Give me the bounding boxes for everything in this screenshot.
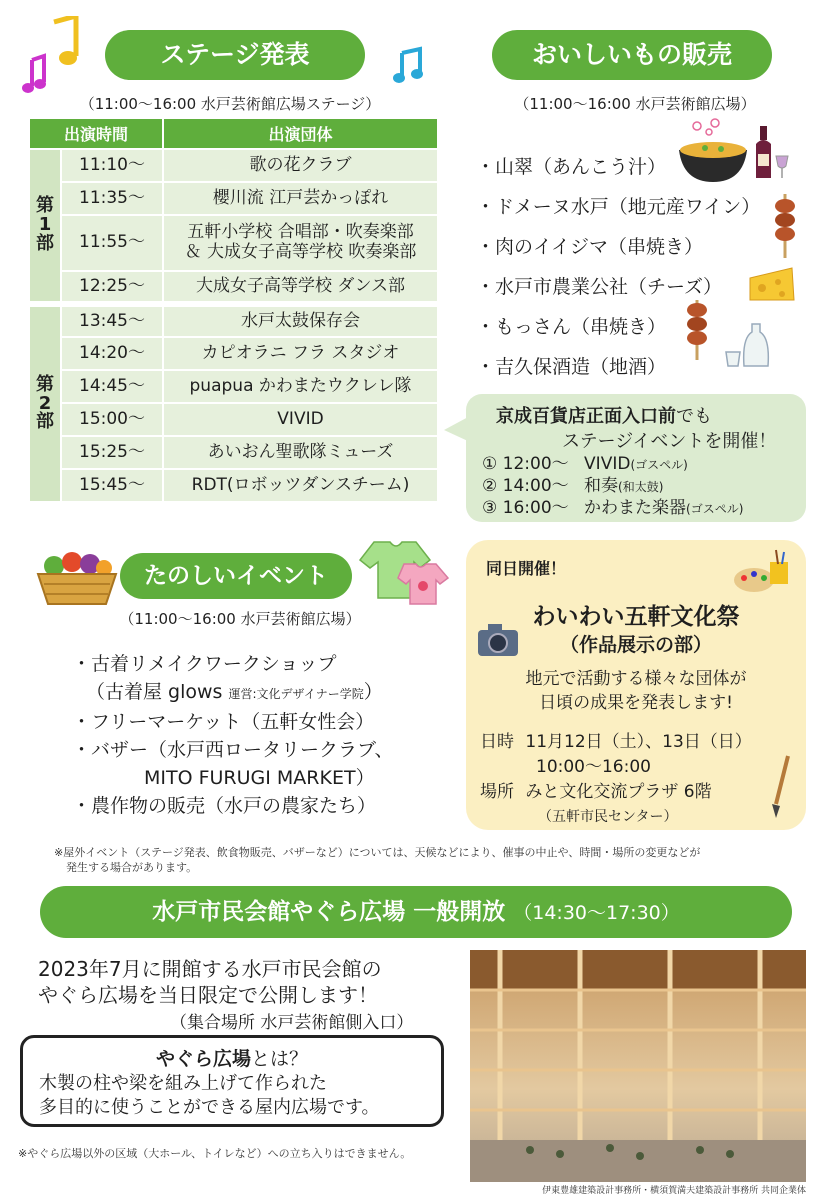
wine-icon [752, 122, 792, 182]
vegetable-basket-icon [34, 548, 120, 608]
list-item: ・吉久保酒造（地酒） [476, 356, 667, 378]
table-row [29, 271, 438, 304]
table-row [29, 149, 438, 182]
events-subtitle: （11:00～16:00 水戸芸術館広場） [119, 610, 361, 628]
yagura-definition-text: 木製の柱や梁を組み上げて作られた 多目的に使うことができる屋内広場です。 [39, 1073, 380, 1118]
time-cell: 14:20～ [61, 337, 163, 370]
yagura-banner [40, 886, 792, 938]
music-note-icon [14, 16, 94, 96]
table-row [29, 403, 438, 436]
yagura-banner-title: 水戸市民会館やぐら広場 一般開放 [152, 899, 506, 925]
time-cell: 14:45～ [61, 370, 163, 403]
table-row [29, 182, 438, 215]
brush-icon [766, 752, 796, 822]
time-cell: 13:45～ [61, 304, 163, 337]
list-item: ① 12:00～ VIVID(ゴスペル) [482, 454, 688, 474]
group-cell: 水戸太鼓保存会 [163, 304, 438, 337]
music-note-icon [392, 45, 426, 85]
time-cell: 15:25～ [61, 436, 163, 469]
paint-palette-icon [732, 548, 798, 596]
food-title: おいしいもの販売 [492, 30, 772, 80]
place-value: みと文化交流プラザ 6階 [525, 782, 712, 802]
sweater-icon [356, 538, 450, 606]
group-cell: 五軒小学校 合唱部・吹奏楽部 ＆ 大成女子高等学校 吹奏楽部 [163, 215, 438, 271]
stage-title: ステージ発表 [105, 30, 365, 80]
list-item: ③ 16:00～ かわまた楽器(ゴスペル) [482, 498, 744, 518]
group-cell: puapua かわまたウクレレ隊 [163, 370, 438, 403]
time-cell: 11:35～ [61, 182, 163, 215]
camera-icon [476, 622, 522, 658]
yagura-note: ※やぐら広場以外の区域（大ホール、トイレなど）への立ち入りはできません。 [18, 1147, 412, 1160]
yagura-banner-time: （14:30～17:30） [513, 902, 680, 924]
festival-details [480, 730, 752, 830]
group-cell: 櫻川流 江戸芸かっぽれ [163, 182, 438, 215]
list-item: ・肉のイイジマ（串焼き） [476, 236, 704, 258]
table-header [29, 118, 438, 149]
meeting-place: （集合場所 水戸芸術館側入口） [170, 1013, 414, 1033]
table-row [29, 337, 438, 370]
date-value: 11月12日（土）、13日（日） [525, 732, 752, 752]
list-item: ・フリーマーケット（五軒女性会） [72, 711, 375, 733]
sake-icon [722, 322, 778, 370]
group-cell: VIVID [163, 403, 438, 436]
group-cell: カピオラニ フラ スタジオ [163, 337, 438, 370]
group-cell: あいおん聖歌隊ミューズ [163, 436, 438, 469]
time-cell: 11:10～ [61, 149, 163, 182]
date-label: 日時 [480, 732, 514, 752]
list-item: ・もっさん（串焼き） [476, 316, 667, 338]
table-row [29, 215, 438, 271]
col-time-header: 出演時間 [29, 118, 163, 149]
same-day-label: 同日開催！ [486, 559, 567, 578]
skewer-icon [682, 298, 712, 362]
table-row [29, 304, 438, 337]
cheese-icon [748, 262, 796, 304]
keisei-heading-bold: 京成百貨店正面入口前 [496, 406, 676, 427]
group-cell: RDT(ロボッツダンスチーム) [163, 469, 438, 502]
festival-title: わいわい五軒文化祭 [532, 604, 740, 630]
part1-label: 第 1 部 [29, 149, 61, 304]
table-row [29, 370, 438, 403]
skewer-icon [770, 192, 800, 260]
list-item: ・古着リメイクワークショップ （古着屋 glows 運営:文化デザイナー学院） [72, 653, 383, 703]
yagura-definition-box [20, 1035, 444, 1127]
festival-description: 地元で活動する様々な団体が 日頃の成果を発表します! [525, 669, 747, 713]
place-label: 場所 [480, 782, 514, 802]
food-subtitle: （11:00～16:00 水戸芸術館広場） [514, 95, 756, 113]
list-item: ・農作物の販売（水戸の農家たち） [72, 795, 377, 817]
events-title: たのしいイベント [120, 553, 352, 599]
yagura-plaza-photo [470, 950, 806, 1182]
group-cell: 歌の花クラブ [163, 149, 438, 182]
time-cell: 15:00～ [61, 403, 163, 436]
list-item: ② 14:00～ 和奏(和太鼓) [482, 476, 664, 496]
stage-schedule-table [28, 117, 439, 503]
list-item: ・水戸市農業公社（チーズ） [476, 276, 723, 298]
keisei-event-box [466, 394, 806, 522]
miso-soup-icon [675, 118, 753, 186]
list-item: ・ドメーヌ水戸（地元産ワイン） [476, 196, 761, 218]
keisei-subheading: ステージイベントを開催！ [562, 431, 777, 452]
time-value: 10:00～16:00 [536, 757, 651, 777]
table-row [29, 469, 438, 502]
group-cell: 大成女子高等学校 ダンス部 [163, 271, 438, 304]
outdoor-note: ※屋外イベント（ステージ発表、飲食物販売、バザーなど）については、天候などにより、催事の中止や、時間・場所の変更などが 発生する場合があります。 [54, 846, 701, 874]
time-cell: 12:25～ [61, 271, 163, 304]
keisei-list [482, 454, 743, 520]
photo-credit: 伊東豊雄建築設計事務所・横須賀満夫建築設計事務所 共同企業体 [542, 1186, 806, 1196]
keisei-heading-rest: でも [676, 406, 712, 427]
part2-label: 第 2 部 [29, 304, 61, 502]
time-cell: 11:55～ [61, 215, 163, 271]
time-cell: 15:45～ [61, 469, 163, 502]
list-item: ・バザー（水戸西ロータリークラブ、 MITO FURUGI MARKET） [72, 739, 394, 789]
stage-subtitle: （11:00～16:00 水戸芸術館広場ステージ） [79, 95, 381, 113]
list-item: ・山翠（あんこう汁） [476, 156, 667, 178]
keisei-heading [496, 402, 712, 428]
table-row [29, 436, 438, 469]
yagura-intro: 2023年7月に開館する水戸市民会館の やぐら広場を当日限定で公開します！ [38, 957, 382, 1007]
bubble-tail [444, 414, 470, 444]
col-group-header: 出演団体 [163, 118, 438, 149]
festival-subtitle: （作品展示の部） [559, 634, 712, 656]
events-list [72, 650, 452, 820]
place-note: （五軒市民センター） [538, 809, 678, 825]
yagura-definition-heading: やぐら広場とは？ [155, 1048, 309, 1070]
